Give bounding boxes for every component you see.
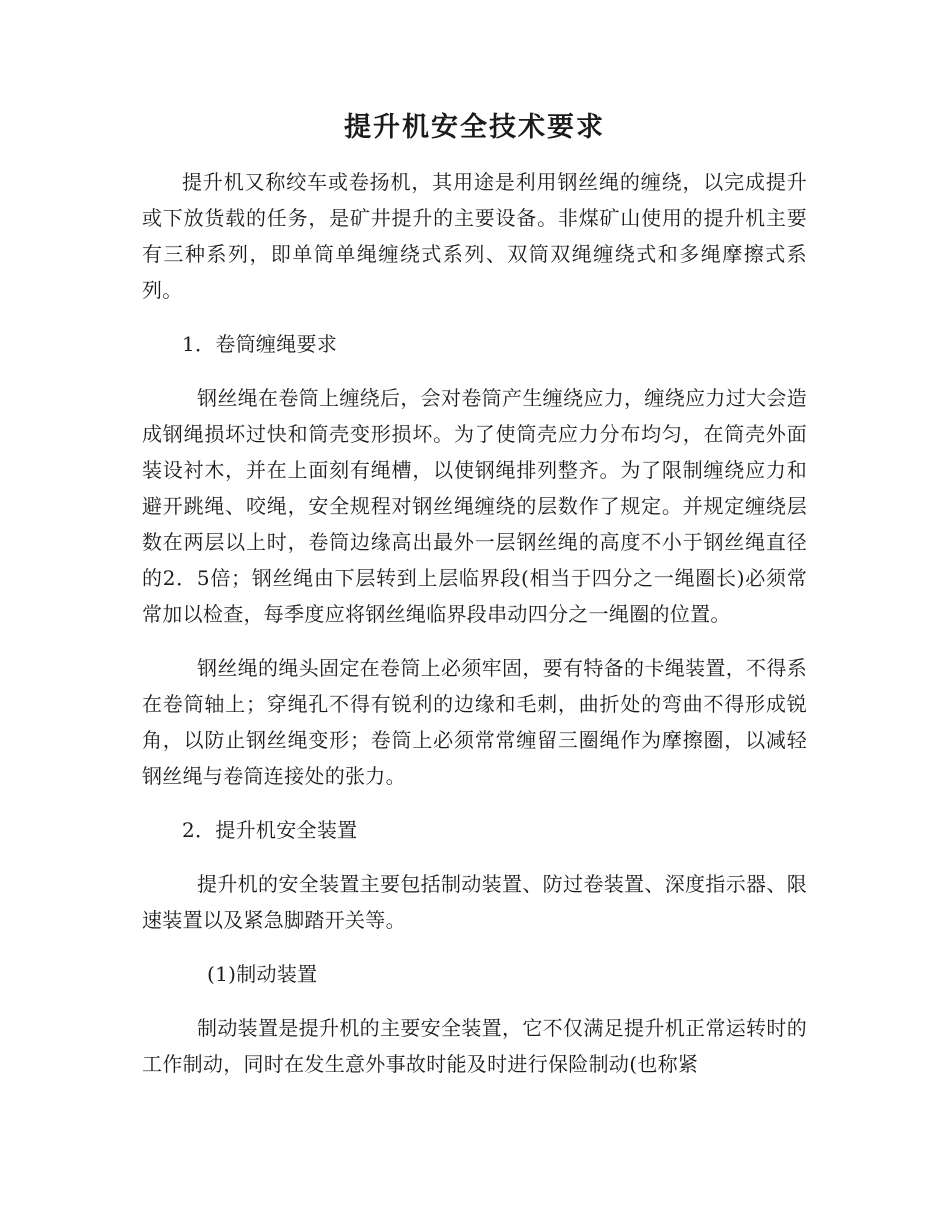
subsection-brake-paragraph: 制动装置是提升机的主要安全装置，它不仅满足提升机正常运转时的工作制动，同时在发生意外事故时能及时进行保险制动(也称紧 xyxy=(142,1016,807,1076)
document-page xyxy=(142,108,807,1100)
section-1-paragraph-1: 钢丝绳在卷筒上缠绕后，会对卷筒产生缠绕应力，缠绕应力过大会造成钢绳损坏过快和筒壳变形损坏。为了使筒壳应力分布均匀，在筒壳外面装设衬木，并在上面刻有绳槽，以使钢绳排列整齐。为了限制缠绕应力和避开跳绳、咬绳，安全规程对钢丝绳缠绕的层数作了规定。并规定缠绕层数在两层以上时，卷筒边缘高出最外一层钢丝绳的高度不小于钢丝绳直径的2．5倍；钢丝绳由下层转到上层临界段(相当于四分之一绳圈长)必须常常加以检查，每季度应将钢丝绳临界段串动四分之一绳圈的位置。 xyxy=(142,386,807,626)
intro-paragraph: 提升机又称绞车或卷扬机，其用途是利用钢丝绳的缠绕，以完成提升或下放货载的任务，是矿井提升的主要设备。非煤矿山使用的提升机主要有三种系列，即单筒单绳缠绕式系列、双筒双绳缠绕式和多绳摩擦式系列。 xyxy=(142,170,807,302)
section-2-paragraph-1: 提升机的安全装置主要包括制动装置、防过卷装置、深度指示器、限速装置以及紧急脚踏开关等。 xyxy=(142,872,807,932)
section-1-paragraph-2: 钢丝绳的绳头固定在卷筒上必须牢固，要有特备的卡绳装置，不得系在卷筒轴上；穿绳孔不得有锐利的边缘和毛刺，曲折处的弯曲不得形成锐角，以防止钢丝绳变形；卷筒上必须常常缠留三圈绳作为摩擦圈，以减轻钢丝绳与卷筒连接处的张力。 xyxy=(142,656,807,788)
document-title: 提升机安全技术要求 xyxy=(344,112,605,143)
subsection-brake-heading: (1)制动装置 xyxy=(207,962,318,986)
section-1-heading: 1．卷筒缠绳要求 xyxy=(182,332,338,356)
section-2-heading: 2．提升机安全装置 xyxy=(182,818,358,842)
